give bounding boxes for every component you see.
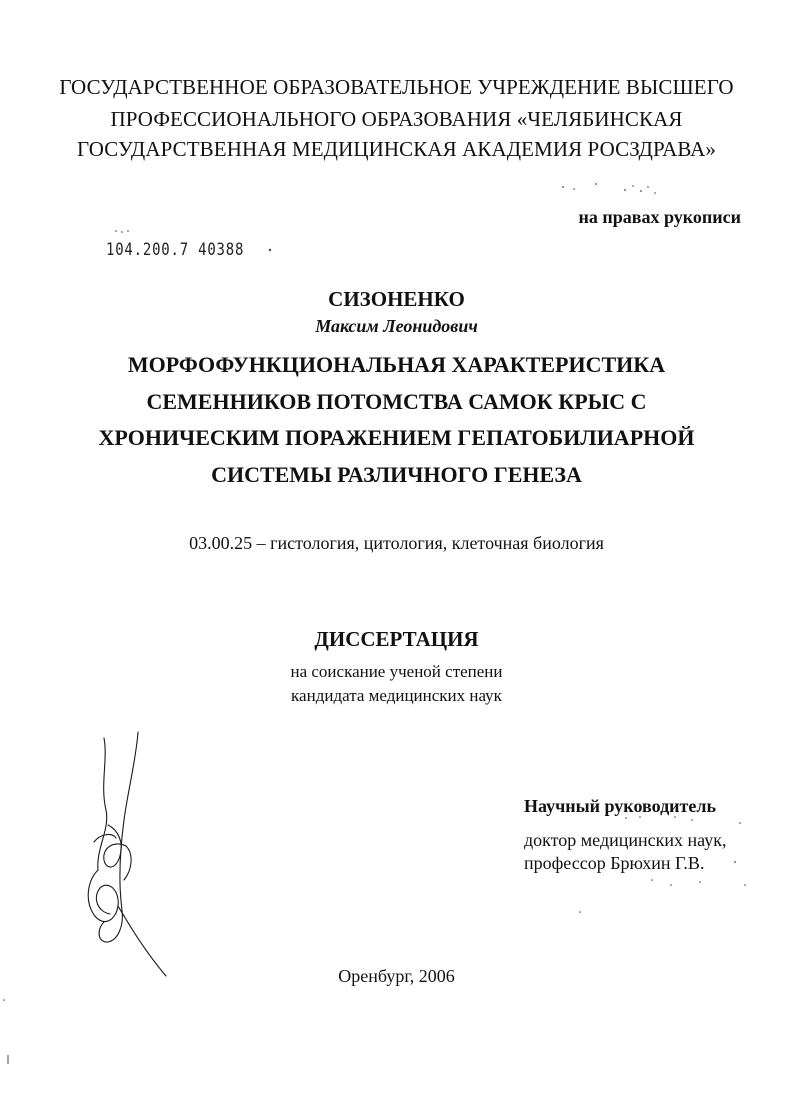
- advisor-heading: Научный руководитель: [524, 796, 716, 816]
- institution-line-3: ГОСУДАРСТВЕННАЯ МЕДИЦИНСКАЯ АКАДЕМИЯ РОСЗДРАВА»: [76, 137, 716, 161]
- institution-line-2: ПРОФЕССИОНАЛЬНОГО ОБРАЗОВАНИЯ «ЧЕЛЯБИНСКАЯ: [110, 107, 683, 131]
- document-type: ДИССЕРТАЦИЯ: [314, 627, 479, 651]
- advisor-credentials: доктор медицинских наук,: [524, 830, 727, 850]
- title-line-4: СИСТЕМЫ РАЗЛИЧНОГО ГЕНЕЗА: [211, 462, 582, 487]
- title-line-3: ХРОНИЧЕСКИМ ПОРАЖЕНИЕМ ГЕПАТОБИЛИАРНОЙ: [98, 425, 695, 450]
- advisor-name: профессор Брюхин Г.В.: [524, 853, 705, 873]
- registration-number: 104.200.7 40388: [106, 240, 245, 260]
- title-line-1: МОРФОФУНКЦИОНАЛЬНАЯ ХАРАКТЕРИСТИКА: [127, 352, 666, 377]
- handwritten-signature: [78, 730, 178, 980]
- title-line-2: СЕМЕННИКОВ ПОТОМСТВА САМОК КРЫС С: [146, 389, 647, 414]
- institution-line-1: ГОСУДАРСТВЕННОЕ ОБРАЗОВАТЕЛЬНОЕ УЧРЕЖДЕНИЕ ВЫСШЕГО: [59, 75, 734, 99]
- degree-line-2: кандидата медицинских наук: [291, 686, 502, 705]
- place-and-year: Оренбург, 2006: [338, 966, 455, 986]
- author-surname: СИЗОНЕНКО: [328, 287, 465, 311]
- degree-line-1: на соискание ученой степени: [290, 662, 503, 681]
- specialty-code: 03.00.25 – гистология, цитология, клеточная биология: [189, 533, 604, 553]
- author-given-names: Максим Леонидович: [315, 316, 478, 336]
- manuscript-rights-label: на правах рукописи: [578, 207, 741, 227]
